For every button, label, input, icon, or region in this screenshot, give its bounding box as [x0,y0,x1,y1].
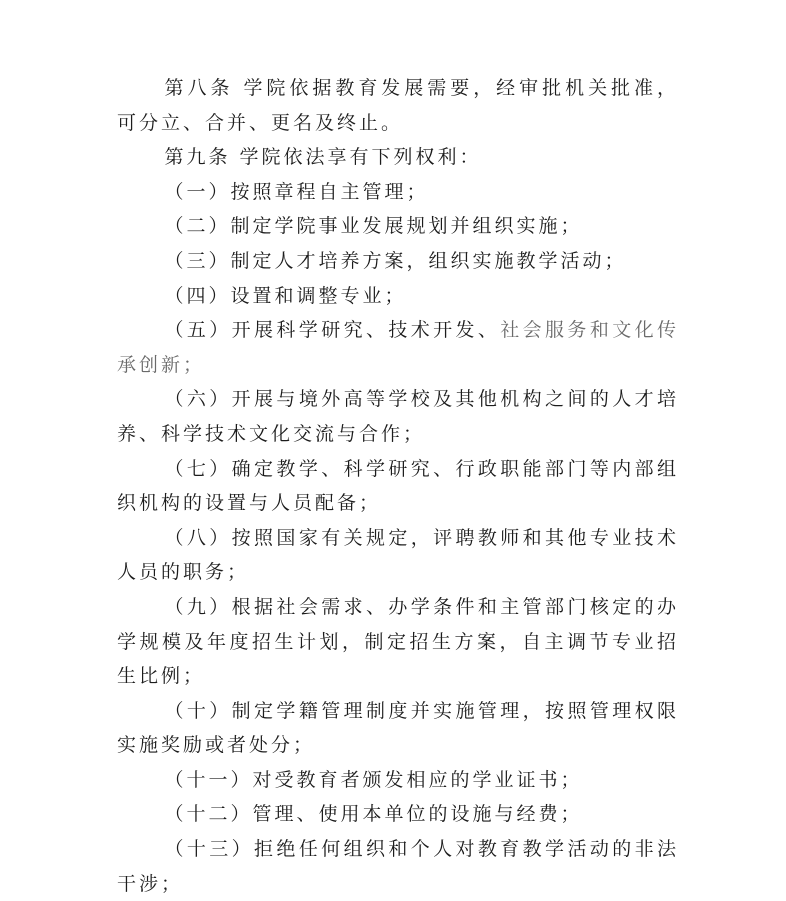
article-9-item-5 [117,313,679,382]
article-8-paragraph: 第八条 学院依据教育发展需要，经审批机关批准，可分立、合并、更名及终止。 [117,77,679,134]
article-9-item-5-part-b: 社会服务和文化传承创新； [117,319,679,376]
article-9-item-12: （十二）管理、使用本单位的设施与经费； [164,803,583,826]
article-9-item-13: （十三）拒绝任何组织和个人对教育教学活动的非法干涉； [117,838,679,895]
article-9-heading: 第九条 学院依法享有下列权利： [164,146,482,169]
article-9-item-5-part-a: （五）开展科学研究、技术开发、 [164,319,501,342]
article-9-item-7: （七）确定教学、科学研究、行政职能部门等内部组织机构的设置与人员配备； [117,457,679,515]
article-9-item-1: （一）按照章程自主管理； [164,180,429,203]
article-9-item-10: （十）制定学籍管理制度并实施管理，按照管理权限实施奖励或者处分； [117,699,679,757]
regulation-text [117,71,679,901]
article-9-item-8: （八）按照国家有关规定，评聘教师和其他专业技术人员的职务； [117,526,679,584]
article-9-item-9: （九）根据社会需求、办学条件和主管部门核定的办学规模及年度招生计划，制定招生方案，自主调节专业招生比例； [117,595,679,688]
article-9-item-6: （六）开展与境外高等学校及其他机构之间的人才培养、科学技术文化交流与合作； [117,388,679,445]
article-9-item-4: （四）设置和调整专业； [164,284,407,307]
article-9-item-11: （十一）对受教育者颁发相应的学业证书； [164,768,583,791]
article-9-item-2: （二）制定学院事业发展规划并组织实施； [164,215,583,238]
article-9-item-3: （三）制定人才培养方案，组织实施教学活动； [164,249,627,272]
